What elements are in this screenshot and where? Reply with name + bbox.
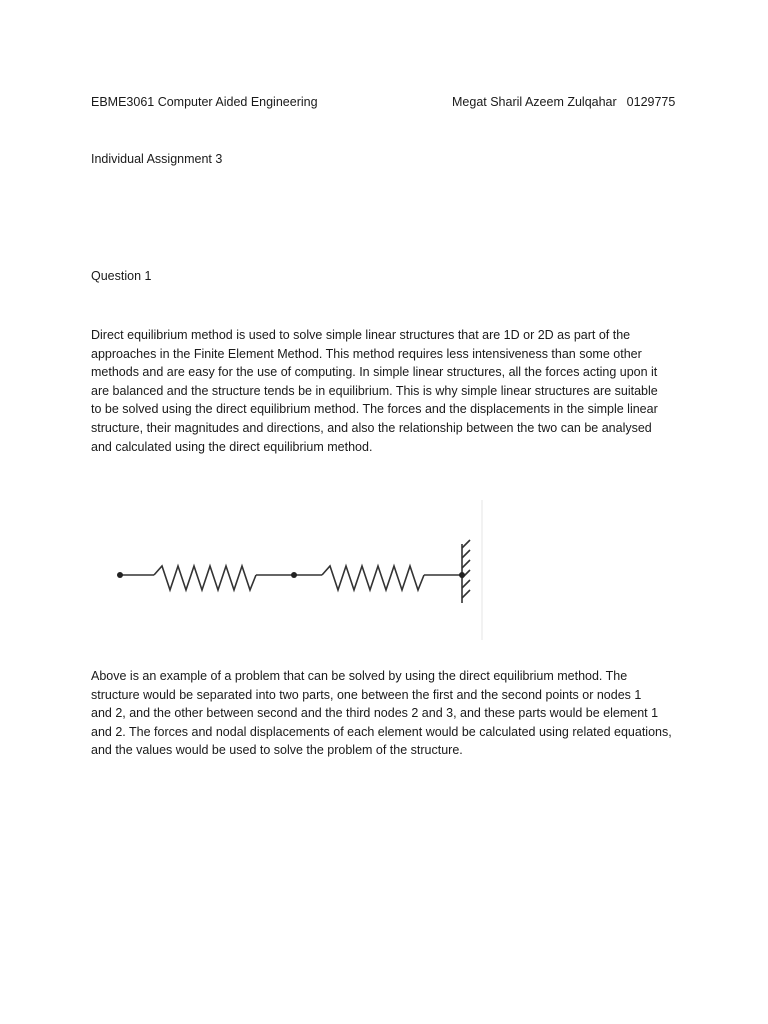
spring-system-figure bbox=[110, 500, 490, 640]
paragraph-line: Above is an example of a problem that can be solved by using the direct equilibrium method. The bbox=[91, 669, 628, 683]
node-3 bbox=[459, 572, 465, 578]
paragraph-2 bbox=[91, 667, 691, 760]
question-heading: Question 1 bbox=[91, 269, 152, 283]
wall-hatch bbox=[462, 540, 470, 598]
spring-element-2 bbox=[322, 566, 424, 590]
paragraph-line: approaches in the Finite Element Method. This method requires less intensiveness than some other bbox=[91, 346, 642, 361]
paragraph-line: and the values would be used to solve the problem of the structure. bbox=[91, 743, 463, 758]
assignment-title: Individual Assignment 3 bbox=[91, 152, 223, 166]
paragraph-line: and 2. The forces and nodal displacements of each element would be calculated using related equations, bbox=[91, 724, 672, 739]
student-id: 0129775 bbox=[626, 95, 676, 109]
course-title: EBME3061 Computer Aided Engineering bbox=[91, 95, 318, 109]
author-line bbox=[452, 94, 675, 110]
spring-diagram-svg bbox=[110, 500, 490, 640]
spring-element-1 bbox=[154, 566, 256, 590]
node-1 bbox=[117, 572, 123, 578]
paragraph-line: structure, their magnitudes and directions, and also the relationship between the two can be analysed bbox=[91, 420, 652, 435]
paragraph-1 bbox=[91, 326, 691, 456]
node-2 bbox=[291, 572, 297, 578]
paragraph-line: structure would be separated into two parts, one between the first and the second points or nodes 1 bbox=[91, 687, 642, 702]
author-name: Megat Sharil Azeem Zulqahar bbox=[452, 95, 617, 109]
paragraph-line: and calculated using the direct equilibrium method. bbox=[91, 439, 373, 454]
paragraph-line: Direct equilibrium method is used to solve simple linear structures that are 1D or 2D as part of the bbox=[91, 328, 631, 342]
paragraph-line: and 2, and the other between second and the third nodes 2 and 3, and these parts would be element 1 bbox=[91, 706, 659, 721]
paragraph-line: methods and are easy for the use of computing. In simple linear structures, all the forces acting upon it bbox=[91, 365, 658, 380]
paragraph-line: to be solved using the direct equilibrium method. The forces and the displacements in the simple linear bbox=[91, 402, 658, 417]
paragraph-line: are balanced and the structure tends be in equilibrium. This is why simple linear structures are suitable bbox=[91, 383, 658, 398]
